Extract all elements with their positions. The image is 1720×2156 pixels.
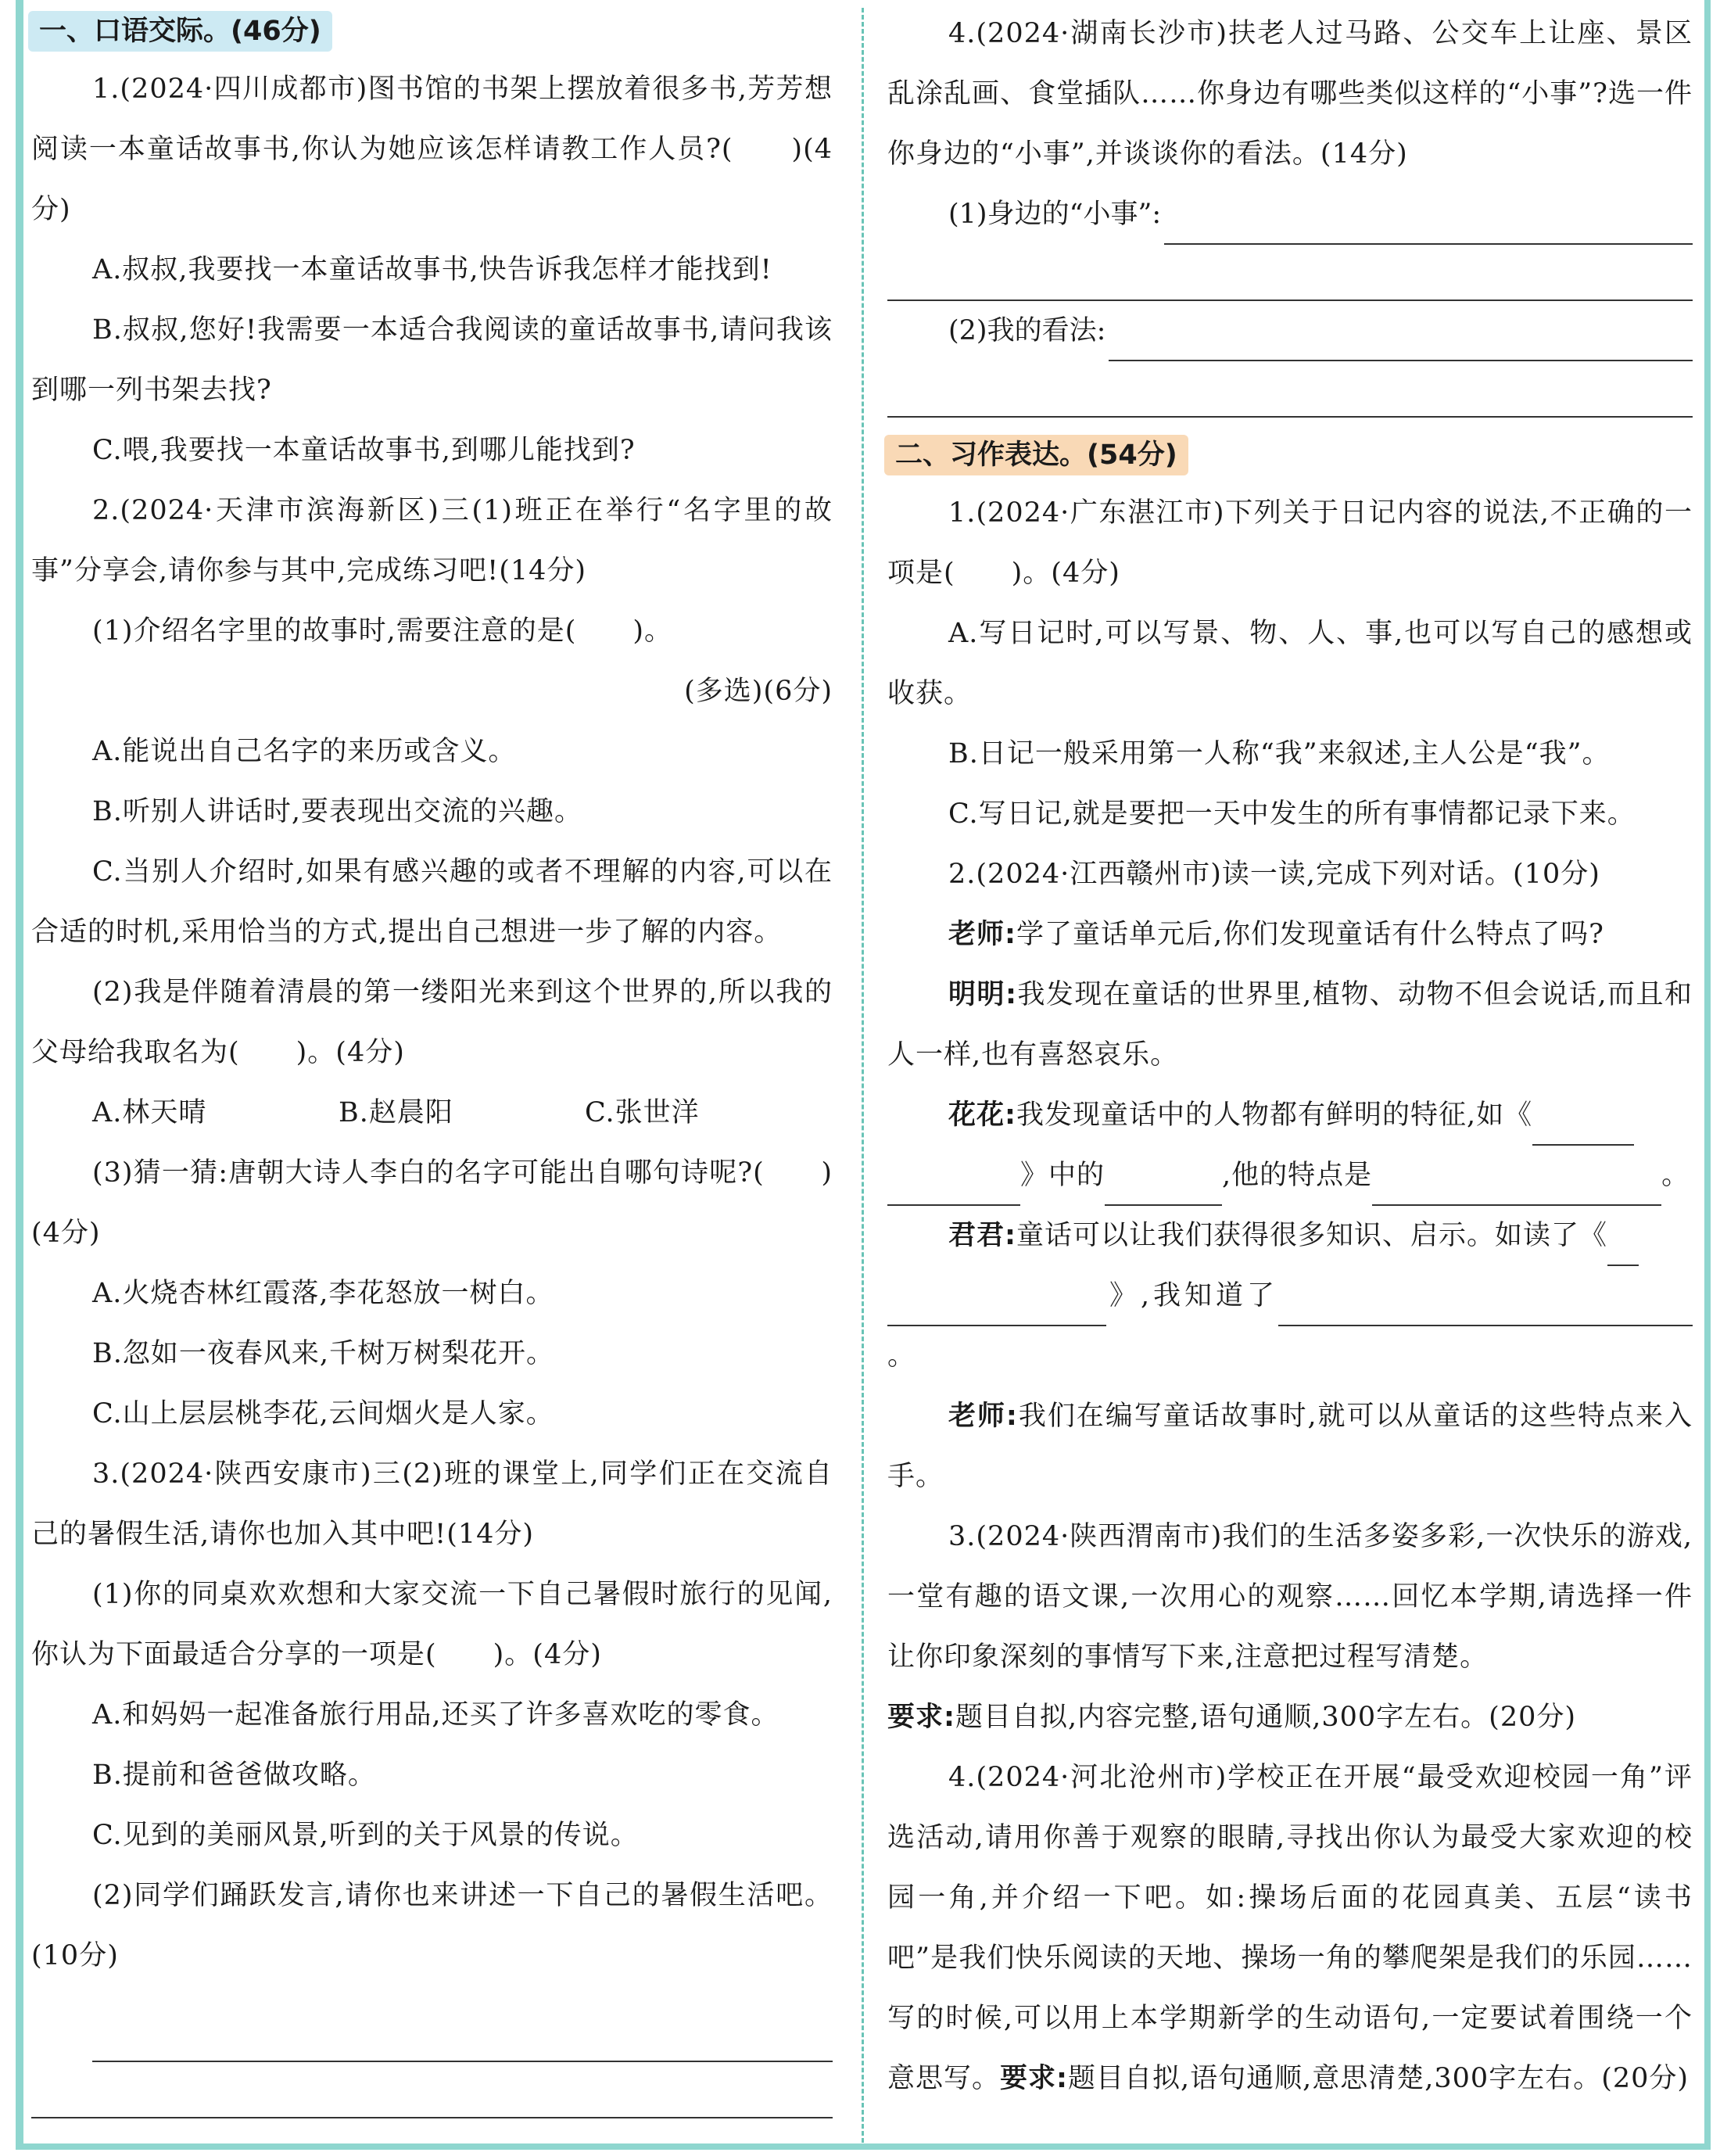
question-1-option-b: B.叔叔,您好!我需要一本适合我阅读的童话故事书,请问我该到哪一列书架去找? [31,314,833,406]
dialogue-text: 》中的 [1020,1160,1105,1191]
question-2-sub1-option-a: A.能说出自己名字的来历或含义。 [92,736,517,767]
blank-book-title[interactable] [1607,1236,1639,1266]
question-3-stem: 3.(2024·陕西安康市)三(2)班的课堂上,同学们正在交流自己的暑假生活,请你也加入其中吧!(14分) [31,1458,833,1550]
section-header-writing: 二、习作表达。(54分) [884,435,1188,475]
requirement-label: 要求: [1000,2063,1069,2094]
answer-line[interactable] [31,2062,833,2118]
question-2-stem: 2.(2024·天津市滨海新区)三(1)班正在举行“名字里的故事”分享会,请你参与其中,完成练习吧!(14分) [31,495,833,587]
writing-1-option-c: C.写日记,就是要把一天中发生的所有事情都记录下来。 [948,798,1636,830]
dialogue-huahua [887,1085,1693,1206]
question-3-sub2: (2)同学们踊跃发言,请你也来讲述一下自己的暑假生活吧。(10分) [31,1880,833,1971]
question-4-sub1 [887,185,1693,245]
writing-2-stem: 2.(2024·江西赣州市)读一读,完成下列对话。(10分) [948,859,1600,890]
dialogue-teacher-2 [887,1387,1693,1507]
question-2-sub1: (1)介绍名字里的故事时,需要注意的是( )。 [92,615,673,647]
blank-character[interactable] [1105,1176,1222,1206]
answer-line[interactable] [887,245,1693,301]
dialogue-text: 我发现在童话的世界里,植物、动物不但会说话,而且和人一样,也有喜怒哀乐。 [887,979,1693,1071]
dialogue-teacher-1 [887,905,1693,965]
answer-line[interactable] [1109,319,1693,361]
question-1-stem: 1.(2024·四川成都市)图书馆的书架上摆放着很多书,芳芳想阅读一本童话故事书,你认为她应该怎样请教工作人员?( )(4分) [31,74,833,225]
writing-4-stem [887,1748,1693,2109]
dialogue-text: 我们在编写童话故事时,就可以从童话的这些特点来入手。 [887,1401,1693,1492]
writing-1-stem: 1.(2024·广东湛江市)下列关于日记内容的说法,不正确的一项是( )。(4分) [887,497,1693,589]
question-4-sub2-label: (2)我的看法: [948,315,1106,346]
dialogue-text: 》,我知道了 [1106,1280,1278,1311]
question-3-sub1-option-c: C.见到的美丽风景,听到的关于风景的传说。 [92,1820,639,1851]
column-divider [862,8,864,2143]
question-2-sub2: (2)我是伴随着清晨的第一缕阳光来到这个世界的,所以我的父母给我取名为( )。(4分) [31,977,833,1068]
question-4-sub1-label: (1)身边的“小事”: [948,199,1162,230]
blank-book-title[interactable] [887,1176,1020,1206]
dialogue-text: 童话可以让我们获得很多知识、启示。如读了《 [1016,1220,1608,1251]
question-2-sub3-option-b: B.忽如一夜春风来,千树万树梨花开。 [92,1338,554,1369]
section-header-oral: 一、口语交际。(46分) [28,11,332,52]
dialogue-text: ,他的特点是 [1222,1160,1373,1191]
speaker-label: 花花: [948,1100,1016,1131]
question-1-option-a: A.叔叔,我要找一本童话故事书,快告诉我怎样才能找到! [92,254,772,285]
blank-book-title[interactable] [887,1297,1106,1326]
blank-knowledge[interactable] [1278,1297,1693,1326]
question-2-sub3-option-c: C.山上层层桃李花,云间烟火是人家。 [92,1398,554,1430]
writing-3-stem: 3.(2024·陕西渭南市)我们的生活多姿多彩,一次快乐的游戏,一堂有趣的语文课,一次用心的观察……回忆本学期,请选择一件让你印象深刻的事情写下来,注意把过程写清楚。 [887,1521,1693,1673]
question-2-sub3: (3)猜一猜:唐朝大诗人李白的名字可能出自哪句诗呢?( )(4分) [31,1157,833,1249]
question-3-sub1-option-b: B.提前和爸爸做攻略。 [92,1760,376,1791]
writing-1-option-b: B.日记一般采用第一人称“我”来叙述,主人公是“我”。 [948,738,1611,769]
speaker-label: 老师: [948,1401,1018,1432]
speaker-label: 老师: [948,919,1016,950]
question-2-sub2-option-a: A.林天晴 [92,1097,207,1128]
question-2-sub2-options [31,1083,833,1143]
question-2-sub3-option-a: A.火烧杏林红霞落,李花怒放一树白。 [92,1278,554,1309]
dialogue-text: 学了童话单元后,你们发现童话有什么特点了吗? [1016,919,1604,950]
question-1-option-c: C.喂,我要找一本童话故事书,到哪儿能找到? [92,435,636,466]
blank-trait[interactable] [1372,1176,1661,1206]
question-2-sub2-option-c: C.张世洋 [585,1097,700,1128]
dialogue-junjun [887,1206,1693,1387]
speaker-label: 明明: [948,979,1017,1010]
dialogue-text: 。 [1661,1160,1690,1191]
requirement-text: 题目自拟,语句通顺,意思清楚,300字左右。(20分) [1068,2063,1690,2094]
writing-3-requirement [887,1688,1693,1748]
question-3-sub1-option-a: A.和妈妈一起准备旅行用品,还买了许多喜欢吃的零食。 [92,1699,779,1731]
right-column [887,0,1693,2109]
speaker-label: 君君: [948,1220,1016,1251]
question-2-sub1-option-c: C.当别人介绍时,如果有感兴趣的或者不理解的内容,可以在合适的时机,采用恰当的方式,提出自己想进一步了解的内容。 [31,856,833,948]
answer-line[interactable] [1164,203,1693,245]
dialogue-text: 。 [887,1340,916,1372]
writing-1-option-a: A.写日记时,可以写景、物、人、事,也可以写自己的感想或收获。 [887,618,1693,709]
answer-line[interactable] [887,361,1693,418]
left-column [31,0,833,2118]
writing-4-text: 4.(2024·河北沧州市)学校正在开展“最受欢迎校园一角”评选活动,请用你善于观察的眼睛,寻找出你认为最受大家欢迎的校园一角,并介绍一下吧。如:操场后面的花园真美、五层“读书吧”是我们快乐阅读的天地、操场一角的攀爬架是我们的乐园……写的时候,可以用上本学期新学的生动语句,一定要试着围绕一个意思写。 [887,1762,1693,2094]
question-2-sub2-option-b: B.赵晨阳 [339,1097,453,1128]
dialogue-text: 我发现童话中的人物都有鲜明的特征,如《 [1016,1100,1533,1131]
requirement-text: 题目自拟,内容完整,语句通顺,300字左右。(20分) [955,1702,1577,1733]
answer-line[interactable] [92,1986,833,2062]
question-4-sub2 [887,301,1693,361]
question-2-sub1-score: (多选)(6分) [684,676,833,707]
dialogue-mingming [887,965,1693,1085]
blank-book-title[interactable] [1532,1116,1634,1146]
question-2-sub1-option-b: B.听别人讲话时,要表现出交流的兴趣。 [92,796,582,827]
requirement-label: 要求: [887,1702,955,1733]
question-4-stem: 4.(2024·湖南长沙市)扶老人过马路、公交车上让座、景区乱涂乱画、食堂插队……你身边有哪些类似这样的“小事”?选一件你身边的“小事”,并谈谈你的看法。(14分) [887,18,1693,170]
question-3-sub1: (1)你的同桌欢欢想和大家交流一下自己暑假时旅行的见闻,你认为下面最适合分享的一项是( )。(4分) [31,1579,833,1670]
